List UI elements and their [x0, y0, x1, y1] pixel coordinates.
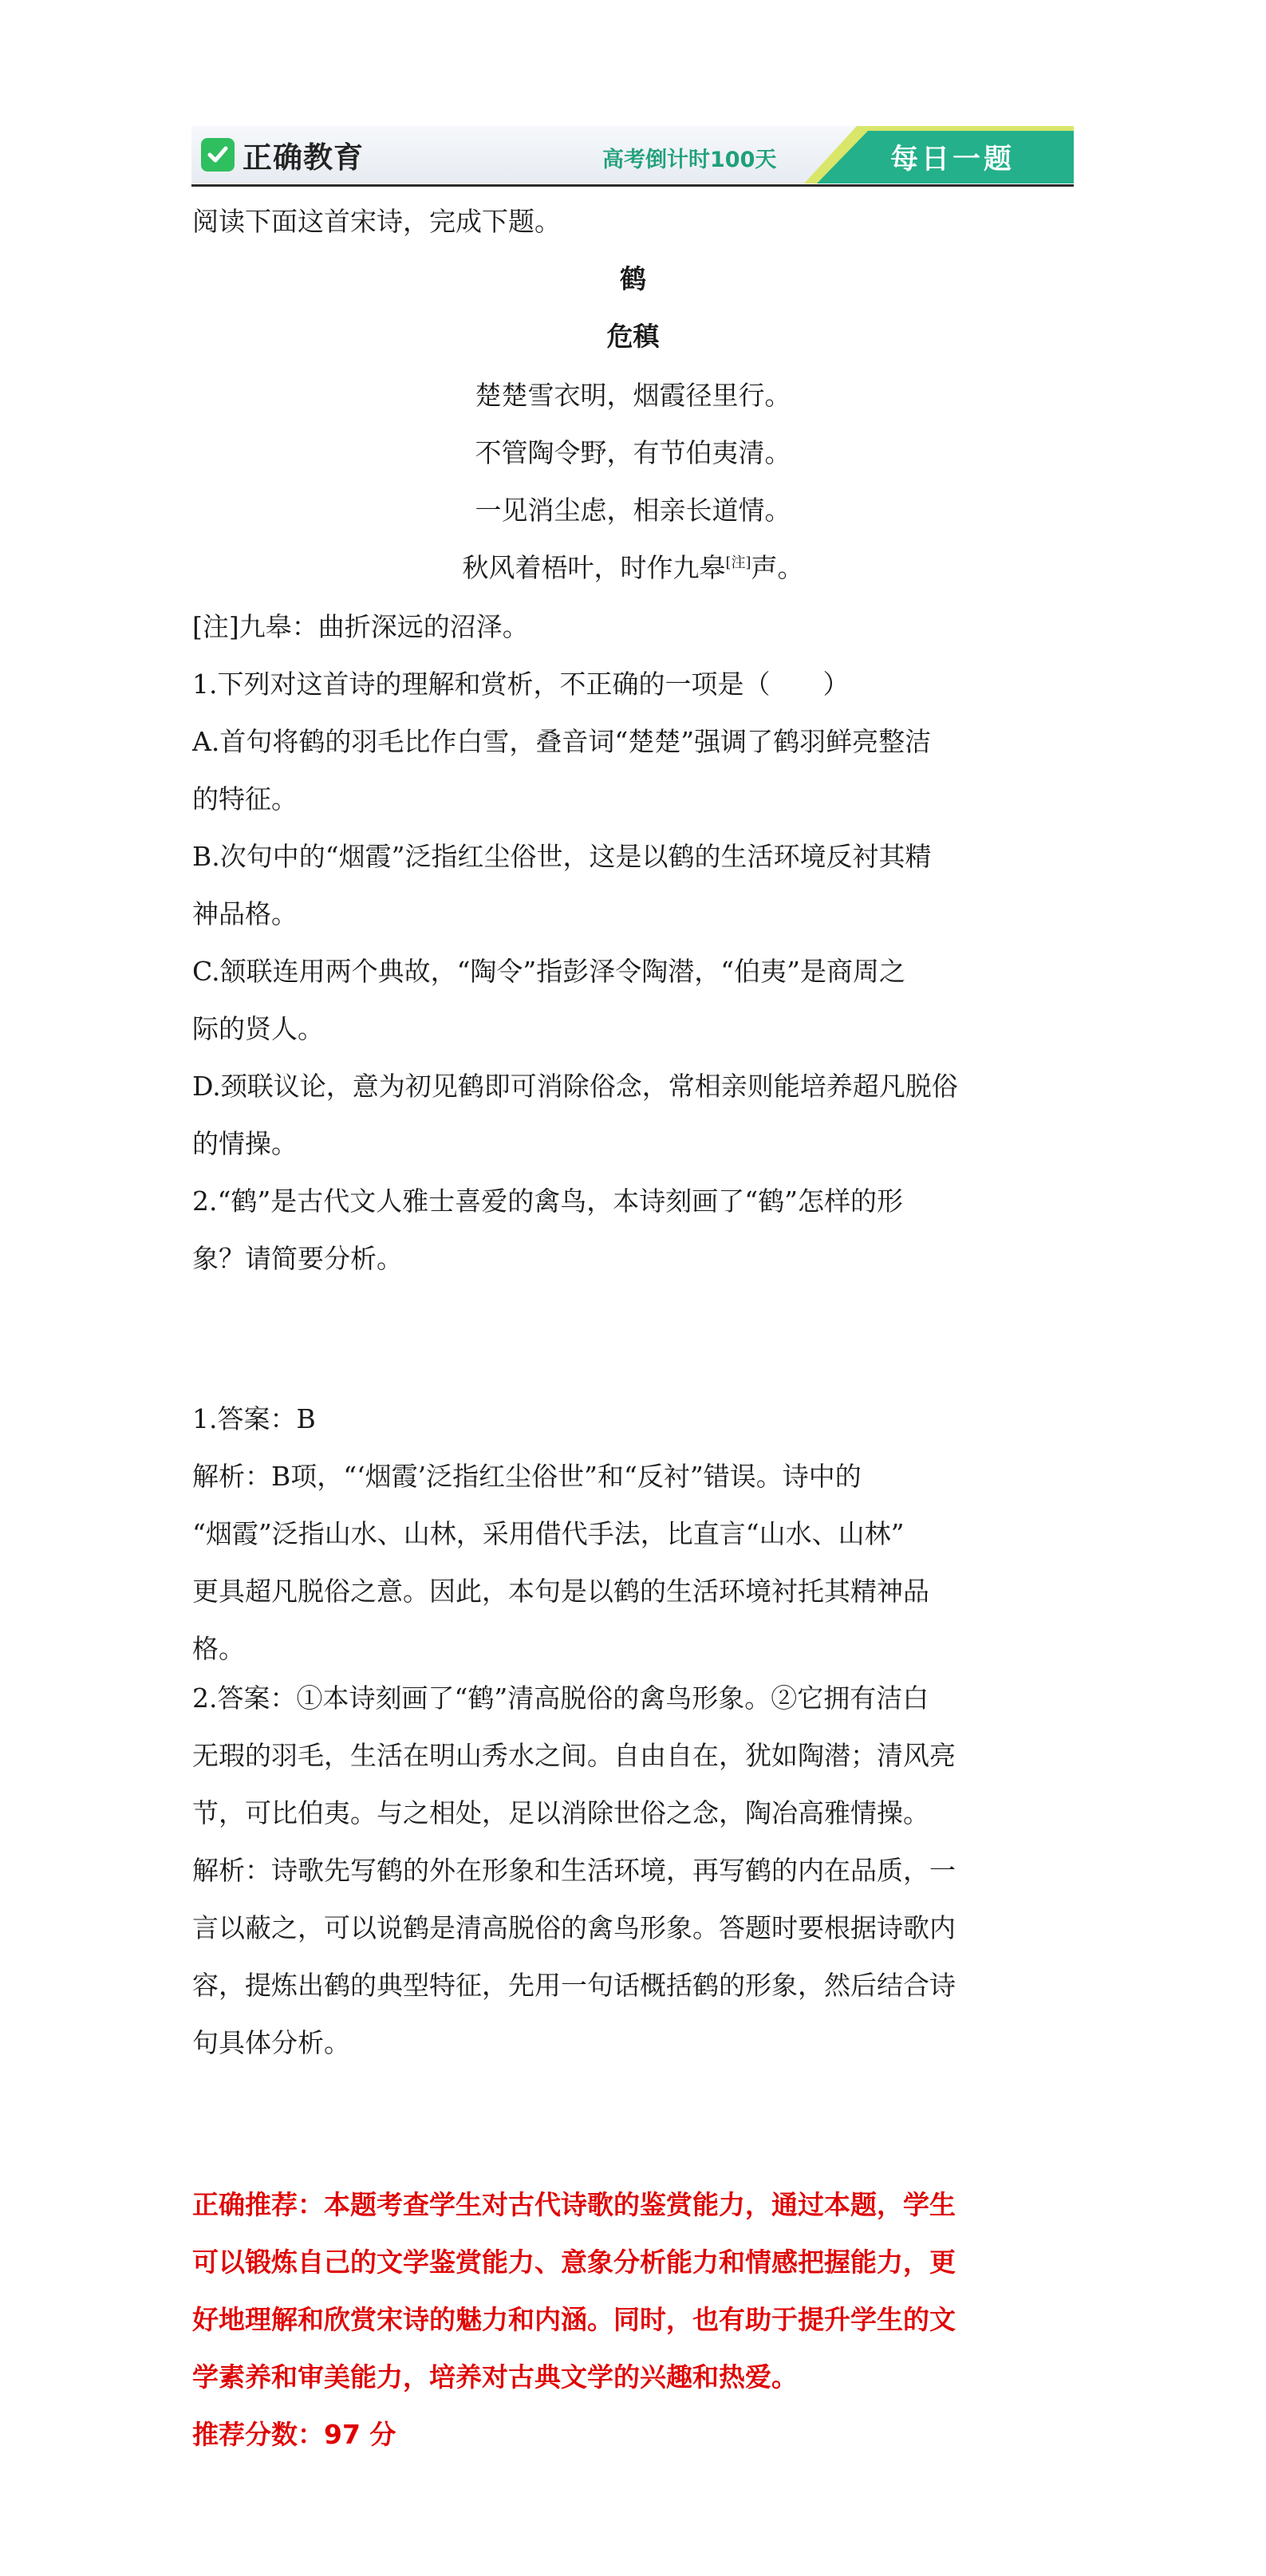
header-banner [191, 126, 1074, 183]
poem-line: 楚楚雪衣明，烟霞径里行。 [475, 380, 791, 411]
intro-text: 阅读下面这首宋诗，完成下题。 [192, 206, 561, 237]
daily-question-tag [804, 126, 1074, 183]
answer-2-line: 2.答案：①本诗刻画了“鹤”清高脱俗的禽鸟形象。②它拥有洁白 [192, 1682, 929, 1714]
footnote-marker: [注] [725, 554, 751, 571]
answer-2-analysis-line: 句具体分析。 [192, 2027, 350, 2058]
countdown-text: 高考倒计时100天 [602, 148, 777, 172]
poem-line-part: 声。 [751, 552, 804, 583]
poem-title: 鹤 [620, 263, 646, 294]
poem-line [0, 552, 1266, 584]
poem-author: 危稹 [606, 321, 660, 352]
answer-2-analysis-line: 解析：诗歌先写鹤的外在形象和生活环境，再写鹤的内在品质，一 [192, 1855, 956, 1886]
brand-name: 正确教育 [243, 140, 364, 175]
recommendation-line: 好地理解和欣赏宋诗的魅力和内涵。同时，也有助于提升学生的文 [192, 2304, 956, 2335]
checkmark-icon [201, 138, 235, 172]
option-line: D.颈联议论，意为初见鹤即可消除俗念，常相亲则能培养超凡脱俗 [192, 1071, 958, 1102]
answer-1-analysis-line: 更具超凡脱俗之意。因此，本句是以鹤的生活环境衬托其精神品 [192, 1576, 929, 1607]
question-2-line: 象？请简要分析。 [192, 1243, 403, 1274]
daily-question-label: 每日一题 [890, 144, 1016, 176]
answer-1-analysis-line: 解析：B项，“‘烟霞’泛指红尘俗世”和“反衬”错误。诗中的 [192, 1461, 862, 1492]
recommendation-line: 学素养和审美能力，培养对古典文学的兴趣和热爱。 [192, 2361, 798, 2393]
poem-line-part: 秋风着梧叶，时作九皋 [462, 552, 726, 583]
answer-1-analysis-line: “烟霞”泛指山水、山林，采用借代手法，比直言“山水、山林” [192, 1518, 905, 1549]
poem-line: 一见消尘虑，相亲长道情。 [475, 495, 791, 526]
option-line: A.首句将鹤的羽毛比作白雪，叠音词“楚楚”强调了鹤羽鲜亮整洁 [192, 726, 932, 757]
answer-2-line: 无瑕的羽毛，生活在明山秀水之间。自由自在，犹如陶潜；清风亮 [192, 1740, 956, 1771]
option-line: B.次句中的“烟霞”泛指红尘俗世，这是以鹤的生活环境反衬其精 [192, 841, 932, 872]
answer-1-analysis-line: 格。 [192, 1633, 245, 1664]
question-2-line: 2.“鹤”是古代文人雅士喜爱的禽鸟，本诗刻画了“鹤”怎样的形 [192, 1185, 903, 1217]
poem-footnote: [注]九皋：曲折深远的沼泽。 [192, 611, 529, 642]
option-line: 的特征。 [192, 783, 298, 815]
option-line: C.颔联连用两个典故，“陶令”指彭泽令陶潜，“伯夷”是商周之 [192, 956, 906, 987]
header-divider [191, 184, 1074, 187]
recommendation-line: 可以锻炼自己的文学鉴赏能力、意象分析能力和情感把握能力，更 [192, 2247, 956, 2278]
option-line: 际的贤人。 [192, 1013, 324, 1044]
answer-2-analysis-line: 言以蔽之，可以说鹤是清高脱俗的禽鸟形象。答题时要根据诗歌内 [192, 1912, 956, 1943]
recommendation-line: 正确推荐：本题考查学生对古代诗歌的鉴赏能力，通过本题，学生 [192, 2189, 956, 2220]
recommendation-score: 推荐分数：97 分 [192, 2419, 396, 2450]
brand-logo [201, 136, 364, 174]
answer-2-analysis-line: 容，提炼出鹤的典型特征，先用一句话概括鹤的形象，然后结合诗 [192, 1970, 956, 2001]
option-line: 的情操。 [192, 1128, 298, 1159]
answer-2-line: 节，可比伯夷。与之相处，足以消除世俗之念，陶冶高雅情操。 [192, 1797, 929, 1828]
poem-line: 不管陶令野，有节伯夷清。 [475, 437, 791, 468]
answer-1: 1.答案：B [192, 1403, 316, 1434]
option-line: 神品格。 [192, 898, 298, 929]
question-1-stem: 1.下列对这首诗的理解和赏析，不正确的一项是（ ） [192, 669, 850, 700]
